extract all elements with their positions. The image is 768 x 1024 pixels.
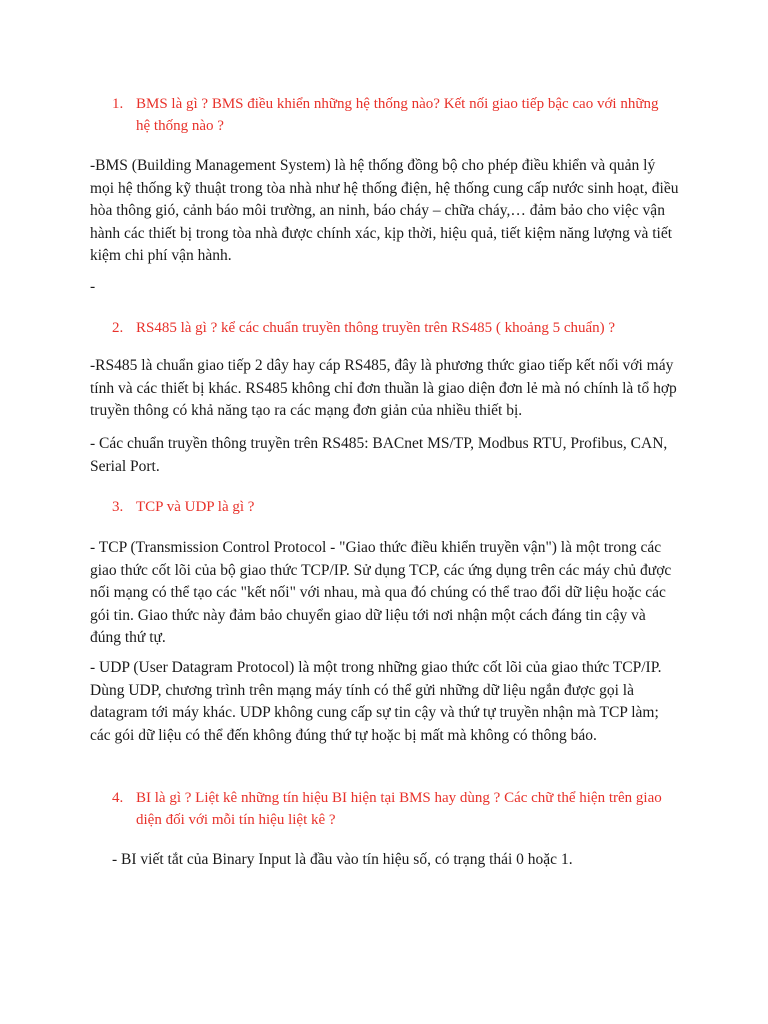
answer-paragraph: - Các chuẩn truyền thông truyền trên RS485: BACnet MS/TP, Modbus RTU, Profibus, CAN, Serial Port.	[90, 435, 668, 475]
answer-paragraph: -RS485 là chuẩn giao tiếp 2 dây hay cáp RS485, đây là phương thức giao tiếp kết nối với máy tính và các thiết bị khác. RS485 không chỉ đơn thuần là giao diện đơn lẻ mà nó chính là tổ hợp truyền thông có khả năng tạo ra các mạng đơn giản của nhiều thiết bị.	[90, 357, 677, 419]
question-number: 1.	[112, 96, 124, 112]
question-number: 2.	[112, 320, 124, 336]
question-number: 3.	[112, 499, 124, 515]
answer-paragraph: - UDP (User Datagram Protocol) là một trong những giao thức cốt lõi của giao thức TCP/IP. Dùng UDP, chương trình trên mạng máy tính có thể gửi những dữ liệu ngắn được gọi là datagram tới máy khác. UDP không cung cấp sự tin cậy và thứ tự truyền nhận mà TCP làm; các gói dữ liệu có thể đến không đúng thứ tự hoặc bị mất mà không có thông báo.	[90, 659, 662, 744]
question-number: 4.	[112, 790, 124, 806]
question-1	[112, 93, 672, 137]
question-4	[112, 787, 672, 831]
question-2	[112, 317, 672, 339]
answer-paragraph: - TCP (Transmission Control Protocol - "Giao thức điều khiển truyền vận") là một trong các giao thức cốt lõi của bộ giao thức TCP/IP. Sử dụng TCP, các ứng dụng trên các máy chủ được nối mạng có thể tạo các "kết nối" với nhau, mà qua đó chúng có thể trao đổi dữ liệu hoặc các gói tin. Giao thức này đảm bảo chuyển giao dữ liệu tới nơi nhận một cách đáng tin cậy và đúng thứ tự.	[90, 539, 672, 646]
answer-paragraph: -BMS (Building Management System) là hệ thống đồng bộ cho phép điều khiển và quản lý mọi hệ thống kỹ thuật trong tòa nhà như hệ thống điện, hệ thống cung cấp nước sinh hoạt, điều hòa thông gió, cảnh báo môi trường, an ninh, báo cháy – chữa cháy,… đảm bảo cho việc vận hành các thiết bị trong tòa nhà được chính xác, kịp thời, hiệu quả, tiết kiệm năng lượng và tiết kiệm chi phí vận hành.	[90, 157, 679, 264]
answer-paragraph: - BI viết tắt của Binary Input là đầu vào tín hiệu số, có trạng thái 0 hoặc 1.	[112, 851, 573, 868]
question-3	[112, 496, 672, 518]
question-text: BI là gì ? Liệt kê những tín hiệu BI hiện tại BMS hay dùng ? Các chữ thể hiện trên giao diện đối với mỗi tín hiệu liệt kê ?	[136, 790, 662, 828]
answer-paragraph: -	[90, 278, 96, 295]
question-text: TCP và UDP là gì ?	[136, 499, 255, 515]
question-text: RS485 là gì ? kể các chuẩn truyền thông truyền trên RS485 ( khoảng 5 chuẩn) ?	[136, 320, 616, 336]
question-text: BMS là gì ? BMS điều khiển những hệ thống nào? Kết nối giao tiếp bậc cao với những hệ thống nào ?	[136, 96, 659, 134]
